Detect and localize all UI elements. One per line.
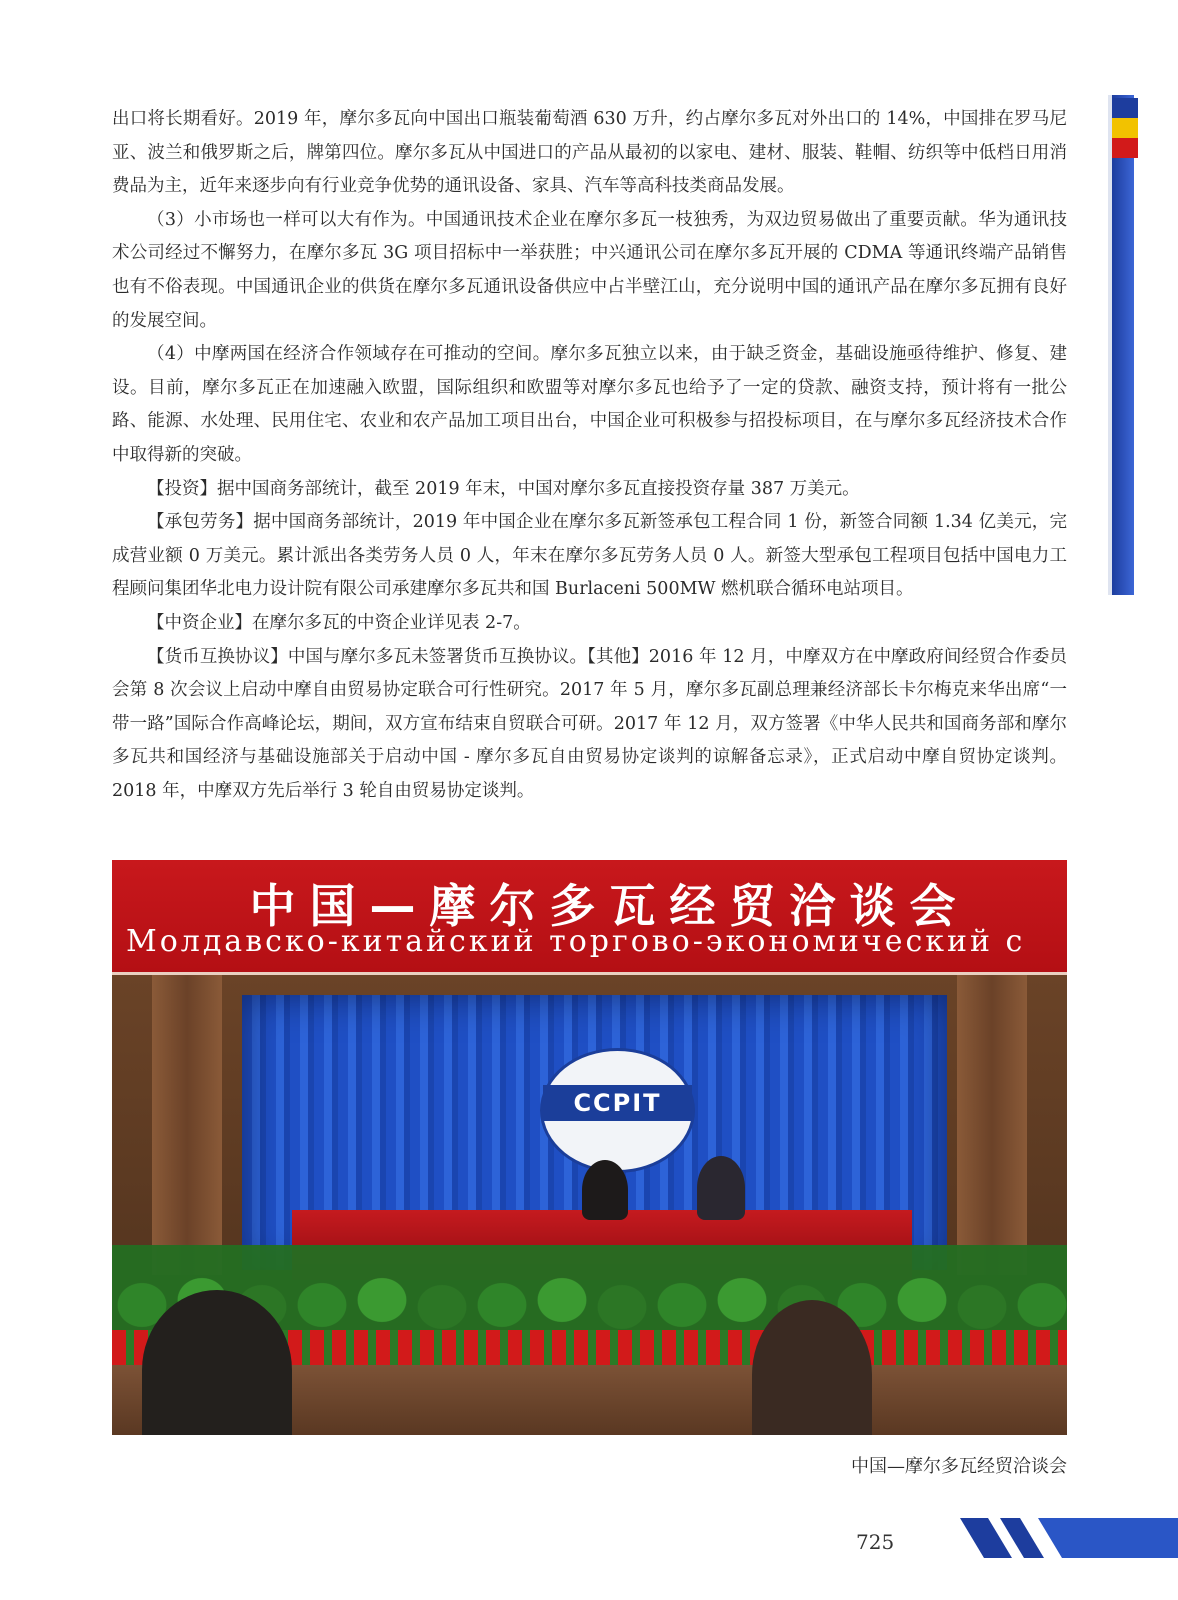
side-decoration-bar — [1108, 95, 1134, 595]
paragraph-chinese-enterprises: 【中资企业】在摩尔多瓦的中资企业详见表 2-7。 — [147, 612, 531, 633]
paragraph-1: 出口将长期看好。2019 年，摩尔多瓦向中国出口瓶装葡萄酒 630 万升，约占摩尔多瓦对外出口的 14%，中国排在罗马尼亚、波兰和俄罗斯之后，牌第四位。摩尔多瓦从中国进口的产品从最初的以家电、建材、服装、鞋帽、纺织等中低档日用消费品为主，近年来逐步向有行业竞争优势的通讯设备、家具、汽车等高科技类商品发展。 — [112, 109, 1067, 197]
paragraph-currency-swap: 【货币互换协议】中国与摩尔多瓦未签署货币互换协议。【其他】2016 年 12 月，中摩双方在中摩政府间经贸合作委员会第 8 次会议上启动中摩自由贸易协定联合可行性研究。2017 年 5 月，摩尔多瓦副总理兼经济部长卡尔梅克来华出席“一带一路”国际合作高峰论坛，期间，双方宣布结束自贸联合可研。2017 年 12 月，双方签署《中华人民共和国商务部和摩尔多瓦共和国经济与基础设施部关于启动中国 - 摩尔多瓦自由贸易协定谈判的谅解备忘录》，正式启动中摩自贸协定谈判。2018 年，中摩双方先后举行 3 轮自由贸易协定谈判。 — [112, 646, 1067, 801]
bottom-stripe-decoration — [960, 1518, 1178, 1558]
paragraph-investment: 【投资】据中国商务部统计，截至 2019 年末，中国对摩尔多瓦直接投资存量 387 万美元。 — [147, 478, 860, 499]
page-number: 725 — [856, 1530, 895, 1554]
red-banner — [112, 860, 1067, 975]
paragraph-3: （4）中摩两国在经济合作领域存在可推动的空间。摩尔多瓦独立以来，由于缺乏资金，基础设施亟待维护、修复、建设。目前，摩尔多瓦正在加速融入欧盟，国际组织和欧盟等对摩尔多瓦也给予了一定的贷款、融资支持，预计将有一批公路、能源、水处理、民用住宅、农业和农产品加工项目出台，中国企业可积极参与招投标项目，在与摩尔多瓦经济技术合作中取得新的突破。 — [112, 344, 1067, 465]
banner-chinese-text: 中国—摩尔多瓦经贸洽谈会 — [249, 879, 970, 933]
banner-russian-text: Молдавско-китайский торгово-экономический с — [126, 924, 1026, 959]
paragraph-2: （3）小市场也一样可以大有作为。中国通讯技术企业在摩尔多瓦一枝独秀，为双边贸易做出了重要贡献。华为通讯技术公司经过不懈努力，在摩尔多瓦 3G 项目招标中一举获胜；中兴通讯公司在摩尔多瓦开展的 CDMA 等通讯终端产品销售也有不俗表现。中国通讯企业的供货在摩尔多瓦通讯设备供应中占半壁江山，充分说明中国的通讯产品在摩尔多瓦拥有良好的发展空间。 — [112, 209, 1067, 331]
body-text — [112, 103, 1067, 808]
moldova-flag-icon — [1112, 98, 1138, 158]
ccpit-logo: CCPIT — [540, 1048, 695, 1173]
paragraph-contracting: 【承包劳务】据中国商务部统计，2019 年中国企业在摩尔多瓦新签承包工程合同 1 份，新签合同额 1.34 亿美元，完成营业额 0 万美元。累计派出各类劳务人员 0 人，年末在摩尔多瓦劳务人员 0 人。新签大型承包工程项目包括中国电力工程顾问集团华北电力设计院有限公司承建摩尔多瓦共和国 Burlaceni 500MW 燃机联合循环电站项目。 — [112, 512, 1067, 600]
photo-caption: 中国—摩尔多瓦经贸洽谈会 — [851, 1456, 1067, 1477]
conference-photo — [112, 860, 1067, 1435]
